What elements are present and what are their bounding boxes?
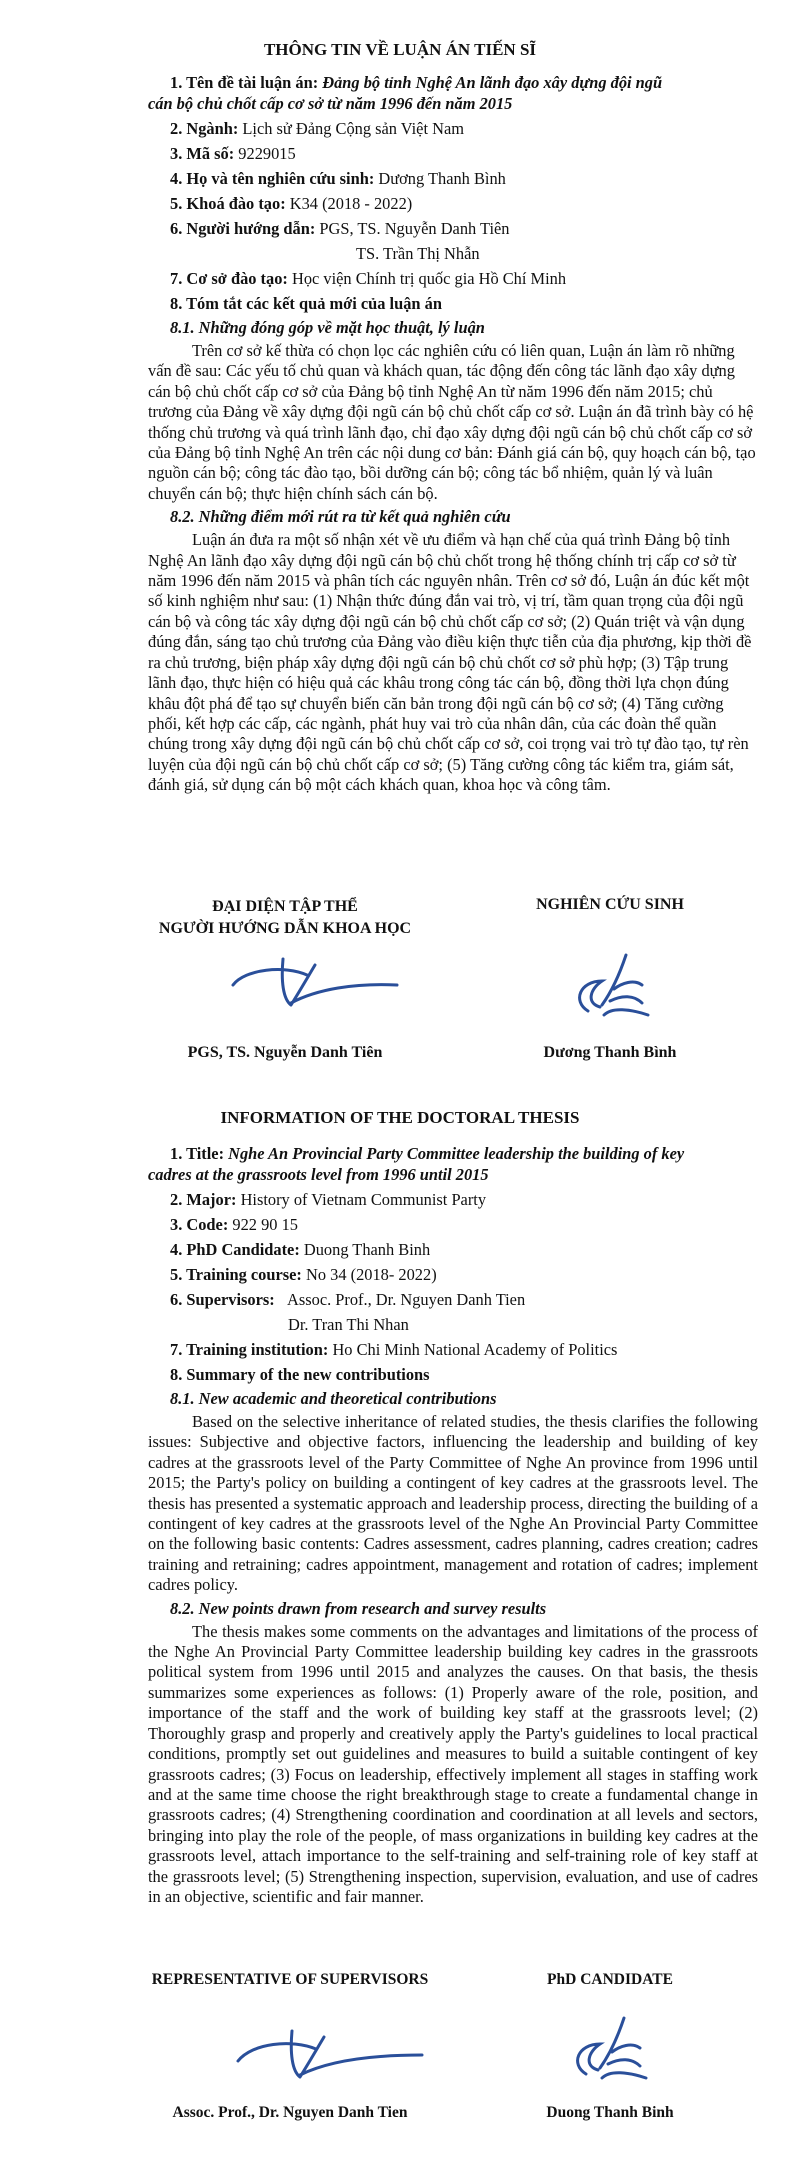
en-major-value: History of Vietnam Communist Party — [240, 1190, 487, 1209]
vn-summary-heading-text: 8. Tóm tắt các kết quả mới của luận án — [170, 294, 442, 313]
vn-topic-label: 1. Tên đề tài luận án: — [170, 73, 319, 92]
vn-institution-label: 7. Cơ sở đào tạo: — [170, 269, 288, 288]
vn-subheading-82: 8.2. Những điểm mới rút ra từ kết quả nghiên cứu — [170, 507, 511, 527]
vn-institution — [148, 268, 758, 289]
vn-paragraph-82: Luận án đưa ra một số nhận xét về ưu điểm và hạn chế của quá trình Đảng bộ tỉnh Nghệ An lãnh đạo xây dựng đội ngũ cán bộ chủ chốt trong hệ thống chính trị cấp cơ sở từ năm 1996 đến năm 2015 và phân tích các nguyên nhân. Trên cơ sở đó, Luận án đúc kết một số kinh nghiệm như sau: (1) Nhận thức đúng đắn vai trò, vị trí, tầm quan trọng của đội ngũ cán bộ và công tác xây dựng đội ngũ cán bộ chủ chốt cấp cơ sở; (2) Quán triệt và vận dụng đúng đắn, sáng tạo chủ trương của Đảng vào điều kiện thực tiễn của địa phương, kịp thời đề ra chủ trương, biện pháp xây dựng đội ngũ cán bộ chủ chốt cơ sở phù hợp; (3) Tập trung lãnh đạo, thực hiện có hiệu quả các khâu trong công tác cán bộ, đồng thời lựa chọn đúng khâu đột phá để tạo sự chuyển biến căn bản trong đội ngũ cán bộ cơ sở; (4) Tăng cường phối, kết hợp các cấp, các ngành, phát huy vai trò của nhân dân, của các đoàn thể quần chúng trong xây dựng đội ngũ cán bộ chủ chốt cấp cơ sở, coi trọng vai trò tự đào tạo, tự rèn luyện của đội ngũ cán bộ chủ chốt cấp cơ sở; (5) Tăng cường công tác kiểm tra, giám sát, đánh giá, sử dụng cán bộ một cách khách quan, khoa học và công tâm. — [148, 530, 752, 795]
en-institution — [148, 1339, 758, 1360]
vn-candidate-signature-image — [550, 945, 670, 1025]
en-subheading-81: 8.1. New academic and theoretical contributions — [170, 1389, 497, 1408]
en-topic-a: Nghe An Provincial Party Committee leadership the building of key — [228, 1144, 685, 1163]
en-major-label: 2. Major: — [170, 1190, 237, 1209]
vn-course — [148, 193, 758, 214]
vn-supervisor2: TS. Trần Thị Nhẫn — [356, 244, 480, 263]
en-supervisor1: Assoc. Prof., Dr. Nguyen Danh Tien — [287, 1290, 526, 1309]
en-code-value: 922 90 15 — [232, 1215, 298, 1234]
vn-sig-left-line2: NGƯỜI HƯỚNG DẪN KHOA HỌC — [158, 920, 412, 937]
en-institution-label: 7. Training institution: — [170, 1340, 329, 1359]
vn-code-value: 9229015 — [238, 144, 296, 163]
en-course — [148, 1264, 758, 1285]
vn-code — [148, 143, 758, 164]
en-course-value: No 34 (2018- 2022) — [306, 1265, 437, 1284]
vn-sig-left-heading — [125, 896, 445, 940]
vn-code-label: 3. Mã số: — [170, 144, 235, 163]
vn-topic-line2 — [148, 93, 758, 114]
vn-supervisor1: PGS, TS. Nguyễn Danh Tiên — [319, 219, 510, 238]
en-sig-left-name: Assoc. Prof., Dr. Nguyen Danh Tien — [172, 2104, 408, 2121]
vn-major-label: 2. Ngành: — [170, 119, 239, 138]
vn-sig-right-heading: NGHIÊN CỨU SINH — [536, 896, 684, 913]
en-supervisor-signature-image — [230, 2025, 430, 2095]
vn-supervisor-signature-image — [225, 955, 405, 1025]
vn-topic — [148, 72, 758, 93]
vn-candidate-label: 4. Họ và tên nghiên cứu sinh: — [170, 169, 375, 188]
vn-institution-value: Học viện Chính trị quốc gia Hồ Chí Minh — [291, 269, 567, 288]
en-candidate-value: Duong Thanh Binh — [303, 1240, 431, 1259]
en-sig-right-heading: PhD CANDIDATE — [547, 1971, 673, 1988]
en-paragraph-82: The thesis makes some comments on the advantages and limitations of the process of the Nghe An Provincial Party Committee leadership building key cadres in the grassroots political system from 1996 until 2015 and analyzes the causes. On that basis, the thesis summarizes some experiences as follows: (1) Properly aware of the role, position, and importance of the staff and the work of building key staff at the grassroots level; (2) Thoroughly grasp and properly and creatively apply the Party's guidelines to local practical conditions, promptly set out guidelines and measures to build a suitable contingent of key grassroots cadres; (3) Focus on leadership, effectively implement all stages in staffing work and at the same time choose the right breakthrough stage to create a fundamental change in grassroots cadres; (4) Strengthening coordination and coordination at all levels and sectors, bringing into play the role of the people, of mass organizations in building key cadres at the grassroots level, attach importance to the self-training and self-training role of key staff at the grassroots level; (5) Strengthening inspection, supervision, evaluation, and use of cadres in an objective, scientific and fair manner. — [148, 1621, 758, 1906]
vn-course-value: K34 (2018 - 2022) — [289, 194, 413, 213]
en-code — [148, 1214, 758, 1235]
en-summary-heading — [148, 1364, 758, 1385]
vn-section — [148, 72, 758, 799]
vn-sig-right-name: Dương Thanh Bình — [543, 1044, 677, 1061]
en-topic-label: 1. Title: — [170, 1144, 225, 1163]
en-summary-heading-text: 8. Summary of the new contributions — [170, 1365, 430, 1384]
vn-paragraph-81: Trên cơ sở kế thừa có chọn lọc các nghiên cứu có liên quan, Luận án làm rõ những vấn đề sau: Các yếu tố chủ quan và khách quan, tác động đến công tác lãnh đạo xây dựng cán bộ chủ chốt cấp cơ sở của Đảng bộ tỉnh Nghệ An từ năm 1996 đến năm 2015; chủ trương của Đảng về xây dựng đội ngũ cán bộ chủ chốt cấp cơ sở. Luận án đã trình bày có hệ thống chủ trương và quá trình lãnh đạo, chỉ đạo xây dựng đội ngũ cán bộ chủ chốt cấp cơ sở của Đảng bộ tỉnh Nghệ An trên các nội dung cơ bản: Đánh giá cán bộ, quy hoạch cán bộ, tạo nguồn cán bộ; công tác đào tạo, bồi dưỡng cán bộ; công tác bổ nhiệm, quản lý và luân chuyển cán bộ; thực hiện chính sách cán bộ. — [148, 341, 756, 503]
vn-course-label: 5. Khoá đào tạo: — [170, 194, 286, 213]
en-title: INFORMATION OF THE DOCTORAL THESIS — [220, 1108, 580, 1127]
vn-summary-heading — [148, 293, 758, 314]
vn-sig-left-name: PGS, TS. Nguyễn Danh Tiên — [187, 1044, 383, 1061]
en-candidate — [148, 1239, 758, 1260]
en-supervisor-label: 6. Supervisors: — [170, 1290, 275, 1309]
vn-topic-b: cán bộ chủ chốt cấp cơ sở từ năm 1996 đến năm 2015 — [148, 94, 513, 113]
vn-supervisor — [148, 218, 758, 239]
vn-candidate-value: Dương Thanh Bình — [378, 169, 506, 188]
en-course-label: 5. Training course: — [170, 1265, 302, 1284]
en-code-label: 3. Code: — [170, 1215, 229, 1234]
vn-supervisor-label: 6. Người hướng dẫn: — [170, 219, 316, 238]
vn-candidate — [148, 168, 758, 189]
en-major — [148, 1189, 758, 1210]
vn-subheading-81: 8.1. Những đóng góp về mặt học thuật, lý luận — [170, 318, 485, 337]
en-subheading-82: 8.2. New points drawn from research and survey results — [170, 1598, 547, 1618]
vn-sig-left-line1: ĐẠI DIỆN TẬP THỂ — [212, 898, 358, 915]
en-sig-right-name: Duong Thanh Binh — [546, 2104, 674, 2121]
vn-major-value: Lịch sử Đảng Cộng sản Việt Nam — [242, 119, 464, 138]
en-section — [148, 1143, 758, 1910]
en-candidate-label: 4. PhD Candidate: — [170, 1240, 300, 1259]
en-supervisor — [148, 1289, 758, 1310]
en-topic-line2 — [148, 1164, 758, 1185]
en-candidate-signature-image — [548, 2008, 668, 2088]
en-topic — [148, 1143, 758, 1164]
vn-title: THÔNG TIN VỀ LUẬN ÁN TIẾN SĨ — [263, 40, 537, 59]
vn-topic-a: Đảng bộ tỉnh Nghệ An lãnh đạo xây dựng đội ngũ — [322, 73, 663, 92]
vn-major — [148, 118, 758, 139]
en-sig-left-heading: REPRESENTATIVE OF SUPERVISORS — [151, 1971, 429, 1988]
en-institution-value: Ho Chi Minh National Academy of Politics — [332, 1340, 618, 1359]
en-topic-b: cadres at the grassroots level from 1996 until 2015 — [148, 1165, 489, 1184]
en-paragraph-81: Based on the selective inheritance of related studies, the thesis clarifies the following issues: Subjective and objective factors, influencing the leadership and building of key cadres at the grassroots level of the Party Committee of Nghe An province from 1996 until 2015; the Party's policy on building a contingent of key cadres at the grassroots level. The thesis has presented a systematic approach and leadership process, directing the building of a contingent of key cadres at the grassroots level of the Nghe An Provincial Party Committee on the following basic contents: Cadres assessment, cadres planning, cadres creation; cadres training and retraining; cadres appointment, management and rotation of cadres; implement cadres policy. — [148, 1412, 758, 1595]
en-supervisor2: Dr. Tran Thi Nhan — [288, 1315, 409, 1334]
